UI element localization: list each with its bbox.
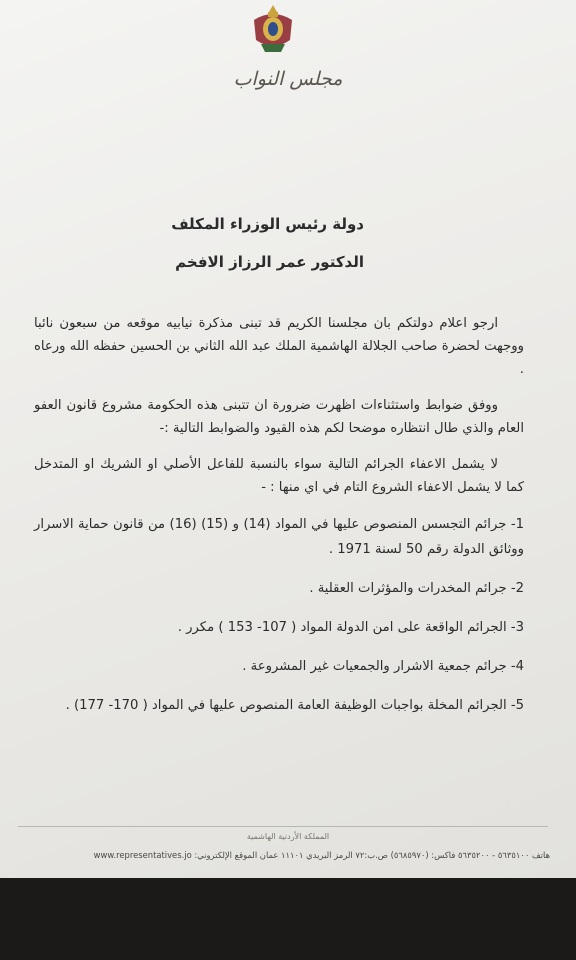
addressee-title: دولة رئيس الوزراء المكلف bbox=[171, 215, 364, 233]
letter-body bbox=[34, 312, 524, 732]
list-item: 5- الجرائم المخلة بواجبات الوظيفة العامة المنصوص عليها في المواد ( 170- 177) . bbox=[65, 698, 524, 713]
footer-brand: المملكة الأردنية الهاشمية bbox=[246, 832, 330, 841]
jordan-coat-of-arms-icon bbox=[246, 2, 300, 56]
list-item: 3- الجرائم الواقعة على امن الدولة المواد ( 107- 153 ) مكرر . bbox=[177, 620, 524, 635]
paragraph-exclusions: لا يشمل الاعفاء الجرائم التالية سواء بالنسبة للفاعل الأصلي او الشريك او المتدخل كما لا يشمل الاعفاء الشروع التام في اي منها : - bbox=[34, 457, 524, 495]
list-item: 2- جرائم المخدرات والمؤثرات العقلية . bbox=[309, 581, 524, 596]
addressee-name: الدكتور عمر الرزاز الافخم bbox=[175, 253, 364, 271]
paragraph-conditions: ووفق ضوابط واستثناءات اظهرت ضرورة ان تتبنى هذه الحكومة مشروع قانون العفو العام والذي طال انتظاره موضحا لكم هذه القيود والضوابط التالية :- bbox=[34, 398, 524, 436]
addressee-block bbox=[171, 205, 364, 281]
footer-contact-info: هاتف ٥٦٣٥١٠٠ - ٥٦٣٥٢٠٠ فاكس: (٥٦٨٥٩٧٠) ص.ب:٧٢ الرمز البريدي ١١١٠١ عمان الموقع الإلكتروني: www.representatives.jo bbox=[93, 850, 550, 860]
footer-divider bbox=[18, 826, 548, 827]
list-item: 1- جرائم التجسس المنصوص عليها في المواد (14) و (15) (16) من قانون حماية الاسرار ووثائق الدولة رقم 50 لسنة 1971 . bbox=[34, 517, 524, 557]
paragraph-memo: ارجو اعلام دولتكم بان مجلسنا الكريم قد تبنى مذكرة نيابيه موقعه من سبعون نائبا ووجهت لحضرة صاحب الجلالة الهاشمية الملك عبد الله الثاني بن الحسين حفظه الله ورعاه . bbox=[34, 316, 524, 377]
list-item: 4- جرائم جمعية الاشرار والجمعيات غير المشروعة . bbox=[242, 659, 524, 674]
council-logo: مجلس النواب bbox=[233, 68, 343, 90]
